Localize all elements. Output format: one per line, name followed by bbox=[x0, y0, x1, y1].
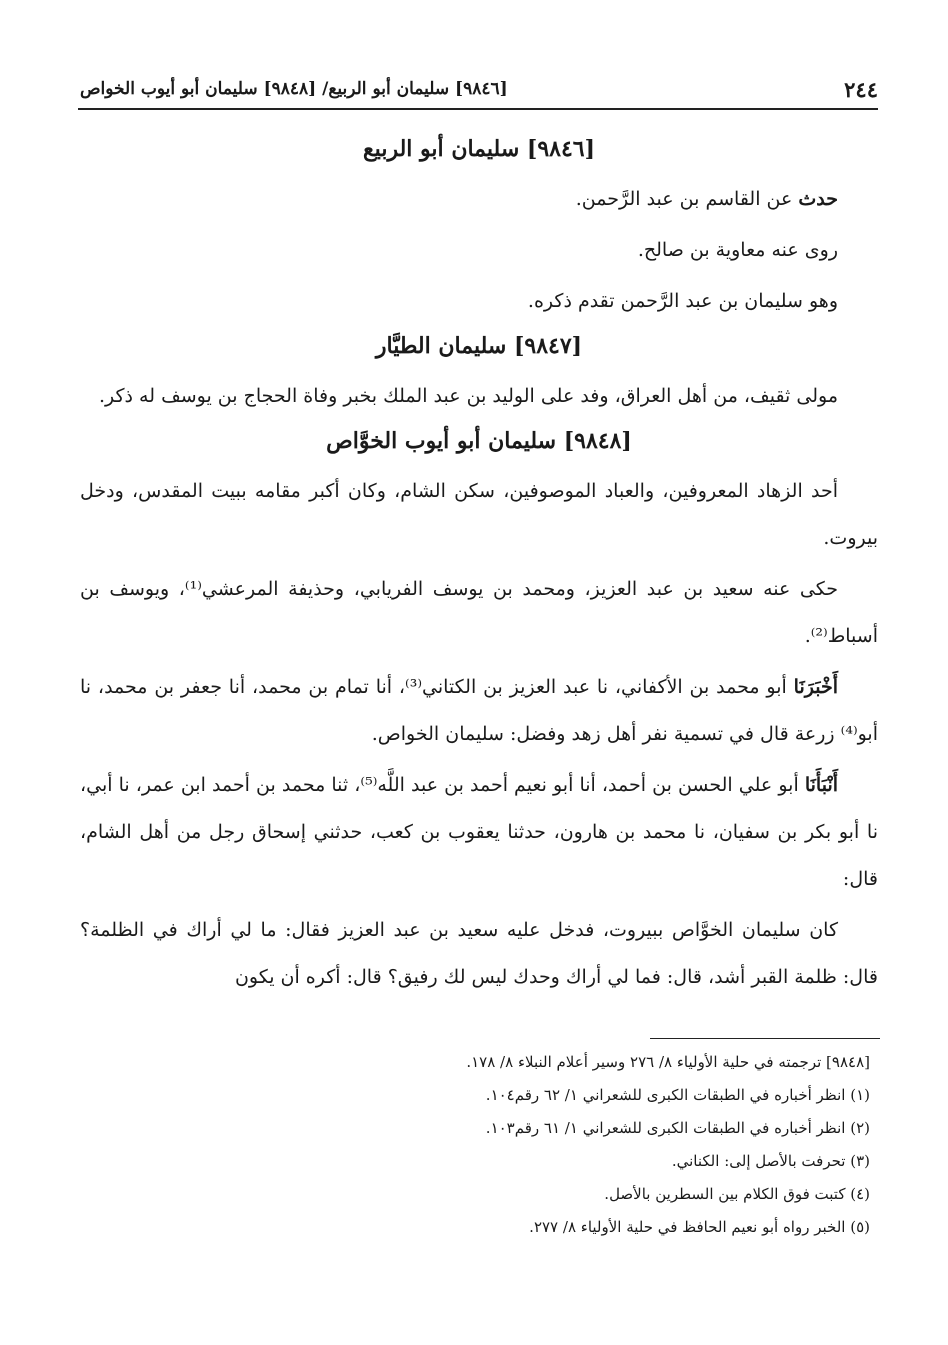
footnote: [٩٨٤٨] ترجمته في حلية الأولياء ٨/ ٢٧٦ وسير أعلام النبلاء ٨/ ١٧٨. bbox=[466, 1053, 870, 1071]
footnote: (٣) تحرفت بالأصل إلى: الكناني. bbox=[671, 1152, 870, 1170]
lead-word: أَنْبَأَنَا bbox=[804, 774, 839, 796]
paragraph-text: كان سليمان الخوَّاص ببيروت، فدخل عليه سعيد بن عبد العزيز فقال: ما لي أراك في الظلمة؟ قال: ظلمة القبر أشد، قال: فما لي أراك وحدك ليس لك رفيق؟ قال: أكره أن يكون bbox=[80, 919, 878, 988]
paragraph-text: أبو محمد بن الأكفاني، نا عبد العزيز بن الكتاني⁽³⁾، أنا تمام بن محمد، أنا جعفر بن محمد، نا أبو⁽⁴⁾ زرعة قال في تسمية نفر أهل زهد وفضل: سليمان الخواص. bbox=[80, 676, 878, 745]
paragraph bbox=[80, 907, 878, 1001]
paragraph-text: عن القاسم بن عبد الرَّحمن. bbox=[575, 188, 799, 210]
footnotes bbox=[80, 1046, 878, 1244]
paragraph-text: حكى عنه سعيد بن عبد العزيز، ومحمد بن يوسف الفريابي، وحذيفة المرعشي⁽¹⁾، ويوسف بن أسباط⁽²⁾. bbox=[80, 578, 878, 647]
entry-title: [٩٨٤٧] سليمان الطيَّار bbox=[375, 333, 583, 359]
lead-word: أَخْبَرَنَا bbox=[793, 676, 838, 698]
entry-title: [٩٨٤٨] سليمان أبو أيوب الخوَّاص bbox=[326, 428, 632, 454]
paragraph-text: روى عنه معاوية بن صالح. bbox=[637, 239, 838, 261]
paragraph bbox=[80, 468, 878, 562]
footnote: (٥) الخبر رواه أبو نعيم الحافظ في حلية الأولياء ٨/ ٢٧٧. bbox=[529, 1218, 870, 1236]
paragraph-text: أبو علي الحسن بن أحمد، أنا أبو نعيم أحمد بن عبد اللَّه⁽⁵⁾، ثنا محمد بن أحمد ابن عمر، نا أبي، نا أبو بكر بن سفيان، نا محمد بن هارون، حدثنا يعقوب بن كعب، حدثني إسحاق رجل من أهل الشام، قال: bbox=[80, 774, 878, 890]
page-number: ٢٤٤ bbox=[844, 76, 878, 102]
main-text bbox=[80, 128, 878, 1001]
footnote: (٤) كتبت فوق الكلام بين السطرين بالأصل. bbox=[604, 1185, 870, 1203]
paragraph bbox=[80, 227, 878, 274]
footnote: (١) انظر أخباره في الطبقات الكبرى للشعراني ١/ ٦٢ رقم١٠٤. bbox=[485, 1086, 870, 1104]
paragraph bbox=[80, 373, 878, 420]
paragraph-text: وهو سليمان بن عبد الرَّحمن تقدم ذكره. bbox=[527, 290, 838, 312]
paragraph-text: أحد الزهاد المعروفين، والعباد الموصوفين، سكن الشام، وكان أكبر مقامه ببيت المقدس، ودخل بيروت. bbox=[80, 480, 878, 549]
paragraph bbox=[80, 566, 878, 660]
footnote: (٢) انظر أخباره في الطبقات الكبرى للشعراني ١/ ٦١ رقم١٠٣. bbox=[485, 1119, 870, 1137]
paragraph bbox=[80, 664, 878, 758]
footnote-separator bbox=[650, 1038, 880, 1039]
running-title: [٩٨٤٦] سليمان أبو الربيع/ [٩٨٤٨] سليمان أبو أيوب الخواص bbox=[80, 79, 508, 99]
paragraph bbox=[80, 176, 878, 223]
running-header bbox=[80, 72, 878, 106]
header-rule bbox=[78, 108, 878, 110]
paragraph bbox=[80, 762, 878, 903]
lead-word: حدث bbox=[798, 188, 838, 210]
paragraph-text: مولى ثقيف، من أهل العراق، وفد على الوليد بن عبد الملك بخبر وفاة الحجاج بن يوسف له ذكر. bbox=[98, 385, 838, 407]
paragraph bbox=[80, 278, 878, 325]
entry-title: [٩٨٤٦] سليمان أبو الربيع bbox=[362, 136, 596, 162]
